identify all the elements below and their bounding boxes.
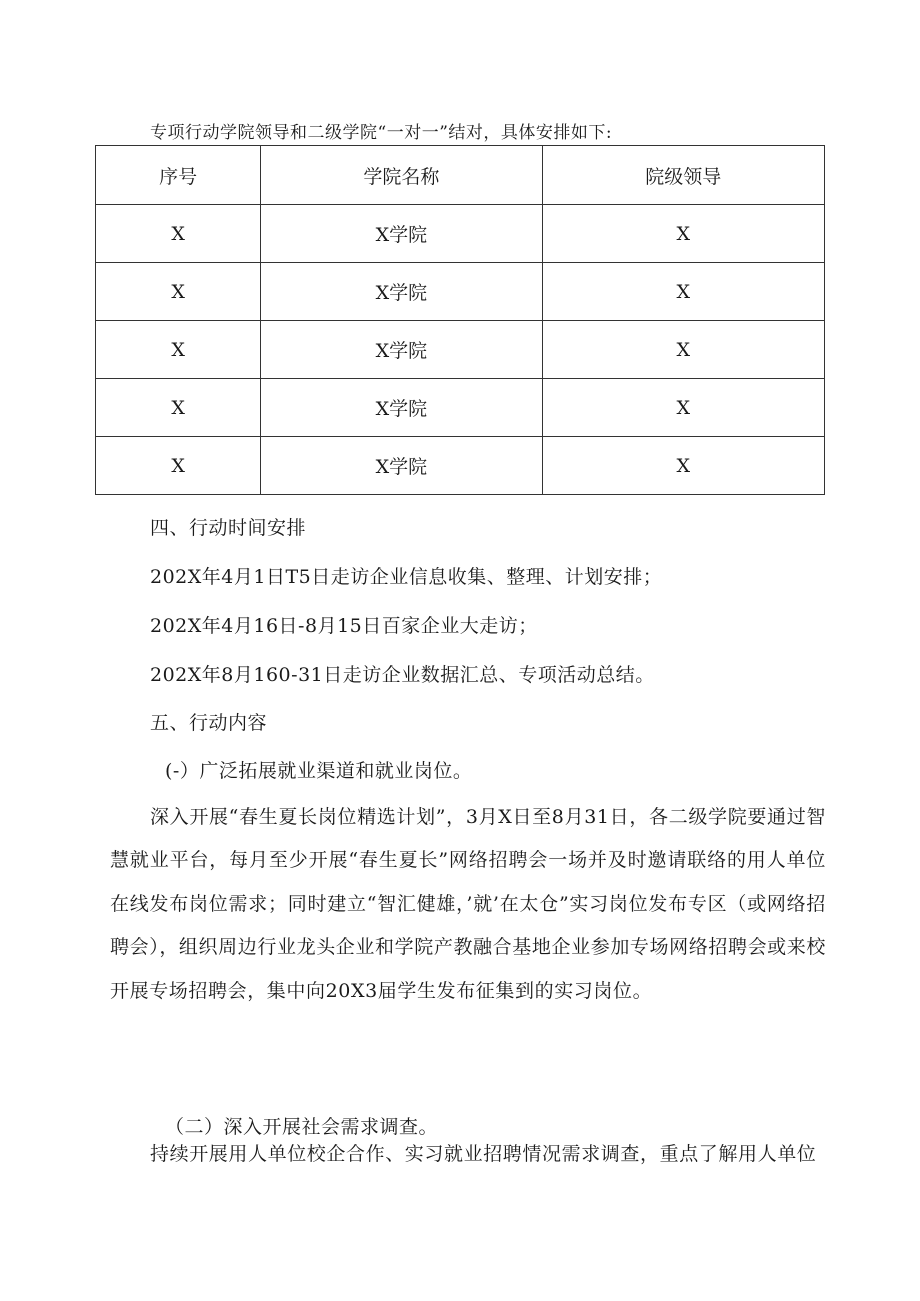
section5-heading: 五、行动内容 [150, 712, 268, 734]
cell-leader: X [542, 437, 824, 495]
cell-college: X学院 [261, 205, 542, 263]
subsection1-heading: (-）广泛拓展就业渠道和就业岗位。 [165, 760, 473, 782]
cell-leader: X [542, 321, 824, 379]
schedule-item: 202X年8月160-31日走访企业数据汇总、专项活动总结。 [150, 664, 655, 686]
subsection2-heading: （二）深入开展社会需求调查。 [165, 1116, 439, 1138]
cell-index: X [96, 321, 261, 379]
table-row [96, 205, 825, 263]
cell-index: X [96, 205, 261, 263]
cell-college: X学院 [261, 263, 542, 321]
cell-college: X学院 [261, 437, 542, 495]
cell-index: X [96, 379, 261, 437]
cell-college: X学院 [261, 321, 542, 379]
schedule-item: 202X年4月1日T5日走访企业信息收集、整理、计划安排； [150, 566, 663, 588]
cell-leader: X [542, 263, 824, 321]
table-intro: 专项行动学院领导和二级学院“一对一”结对，具体安排如下: [150, 123, 613, 143]
header-cell-index: 序号 [96, 146, 261, 205]
header-cell-leader: 院级领导 [542, 146, 824, 205]
schedule-item: 202X年4月16日-8月15日百家企业大走访； [150, 615, 538, 637]
college-leader-table [95, 145, 825, 495]
table-row [96, 437, 825, 495]
cell-leader: X [542, 379, 824, 437]
cell-index: X [96, 263, 261, 321]
subsection1-body: 深入开展“春生夏长岗位精选计划”，3月X日至8月31日，各二级学院要通过智慧就业平台，每月至少开展“春生夏长”网络招聘会一场并及时邀请联络的用人单位在线发布岗位需求；同时建立“智汇健雄，’就’在太仓”实习岗位发布专区（或网络招聘会），组织周边行业龙头企业和学院产教融合基地企业参加专场网络招聘会或来校开展专场招聘会，集中向20X3届学生发布征集到的实习岗位。 [110, 806, 826, 1002]
table-row [96, 321, 825, 379]
section4-heading: 四、行动时间安排 [150, 517, 307, 539]
header-cell-college: 学院名称 [261, 146, 542, 205]
cell-college: X学院 [261, 379, 542, 437]
cell-index: X [96, 437, 261, 495]
subsection2-body: 持续开展用人单位校企合作、实习就业招聘情况需求调查，重点了解用人单位 [150, 1143, 817, 1165]
cell-leader: X [542, 205, 824, 263]
table-row [96, 263, 825, 321]
table-row [96, 379, 825, 437]
table-header-row [96, 146, 825, 205]
